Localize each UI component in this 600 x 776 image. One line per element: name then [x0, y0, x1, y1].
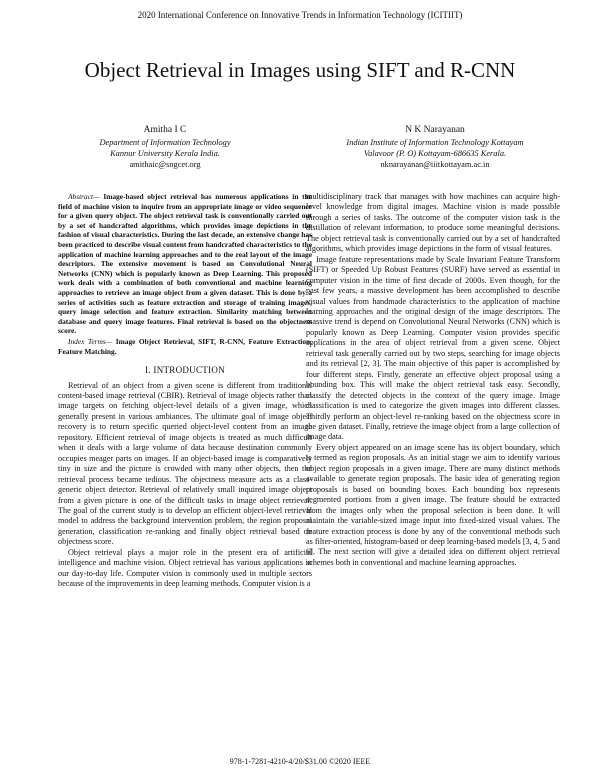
paragraph: Every object appeared on an image scene has its object boundary, which is termed as region proposals. As an initial stage we aim to identify various object region proposals in a given image. There are many distinct methods available to generate region proposals. The basic idea of generating region proposals is based on bounding boxes. Each bounding box represents segmented portions from a given image. The feature should be extracted from the images only when the proposal selection is been done. It will maintain the variable-sized image input into fixed-sized visual values. The feature extraction process is done by any of the conventional methods such as filter-oriented, histogram-based or deep learning-based models [3, 4, 5 and 6]. The next section will give a detailed idea on different object retrieval schemes both in conventional and machine learning approaches.	[306, 442, 560, 567]
paragraph: multidisciplinary track that manages with how machines can acquire high-level knowledge from digital images. Machine vision is made possible through a series of tasks. The outcome of the computer vision task is the distillation of relevant information, to produce some meaningful decisions. The object retrieval task is conventionally carried out by a set of handcrafted algorithms, which provides image depictions in the form of visual features.	[306, 192, 560, 254]
author-department: Department of Information Technology	[99, 138, 231, 147]
author-name: N K Narayanan	[405, 125, 465, 135]
paragraph: Retrieval of an object from a given scene is different from traditional content-based image retrieval (CBIR). Retrieval of image objects rather than image targets on fetching object-level details of a given image, which generally present in various ambiances. The ultimate goal of image object recovery is to return specific queried object-level content from an image repository. Efficient retrieval of image objects is treated as much difficult when it deals with a large volume of data because destination commonly occupies meager parts on images. If an object-based image is comparatively tiny in size and the picture is crowded with many other objects, then the retrieval process became tedious. The objectness measure acts as a class-generic object detector. Retrieval of relatively small inquired image object from a given picture is one of the difficult tasks in image object retrieval. The goal of the current study is to develop an efficient object-level retrieval model to address the background intervention problem, the region proposal generation, classification re-ranking and finally object retrieval based on objectness score.	[58, 380, 312, 547]
author-department: Indian Institute of Information Technology Kottayam	[346, 138, 524, 147]
author-email: nknarayanan@iiitkottayam.ac.in	[380, 160, 490, 169]
conference-header: 2020 International Conference on Innovative Trends in Information Technology (ICITIIT)	[137, 10, 463, 20]
index-terms-text: Image Object Retrieval, SIFT, R-CNN, Feature Extraction, Feature Matching.	[58, 336, 312, 356]
author-email: amithaic@sngcet.org	[129, 160, 201, 169]
index-terms	[58, 337, 312, 356]
index-terms-label: Index Terms—	[68, 336, 113, 346]
author-name: Amitha I C	[143, 125, 187, 135]
author-block-1	[40, 125, 290, 170]
paragraph: Object retrieval plays a major role in the present era of artificial intelligence and machine vision. Object retrieval has various applications in our day-to-day life. Computer vision is commonly used in multiple sectors because of the improvements in deep learning methods. Computer vision is a	[58, 547, 312, 589]
abstract-label: Abstract—	[68, 192, 100, 201]
paragraph: Image feature representations made by Scale Invariant Feature Transform (SIFT) or Speeded Up Robust Features (SURF) have served as essential in computer vision in the time of first decade of 2000s. Even though, for the past few years, a massive development has been accomplished to describe visual values from handmade characteristics to the application of machine learning approaches and the original design of the image descriptors. The massive trend is depend on Convolutional Neural Networks (CNN) which is popularly known as Deep Learning. Computer vision provides specific applications in the area of object retrieval from a given scene. Object retrieval task generally carried out by two steps, searching for image objects and its retrieval [2, 3]. The main objective of this paper is accomplished by four different steps. Firstly, generate an effective object proposal using a bounding box. This will make the object retrieval task easy. Secondly, classify the detected objects in the context of the query image. Image classification is used to categorize the given images into different classes. Thirdly perform an object-level re-ranking based on the objectness score in the given dataset. Finally, retrieve the image object from a large collection of image data.	[306, 254, 560, 442]
abstract	[58, 192, 312, 336]
copyright-footer: 978-1-7281-4210-4/20/$31.00 ©2020 IEEE	[229, 757, 371, 766]
author-affiliation: Valavoor (P. O) Kottayam-686635 Kerala.	[363, 149, 507, 158]
author-affiliation: Kannur University Kerala India.	[110, 149, 220, 158]
paper-title: Object Retrieval in Images using SIFT and R-CNN	[84, 58, 516, 82]
abstract-text: Image-based object retrieval has numerous applications in the field of machine vision to inquire from an appropriate image or video sequence for a given query object. The object retrieval task is conventionally carried out by a set of handcrafted algorithms, which provides image depictions in the fashion of visual characteristics. During the last decade, an extensive change has been practiced to describe visual content from handcrafted characteristics to the application of machine learning approaches and to the real layout of the image descriptors. The extensive movement is based on Convolutional Neural Networks (CNN) which is popularly known as Deep Learning. This proposed work deals with a combination of both conventional and machine learning approaches to retrieve an image object from a given dataset. This is done by a series of activities such as feature extraction and storage of training images, query image selection and feature extraction. Similarity matching between database and query image features. Final retrieval is based on the objectness score.	[58, 192, 312, 336]
author-block-2	[310, 125, 560, 170]
section-heading: I. INTRODUCTION	[145, 365, 225, 376]
right-column	[306, 192, 560, 568]
left-column	[58, 192, 312, 590]
